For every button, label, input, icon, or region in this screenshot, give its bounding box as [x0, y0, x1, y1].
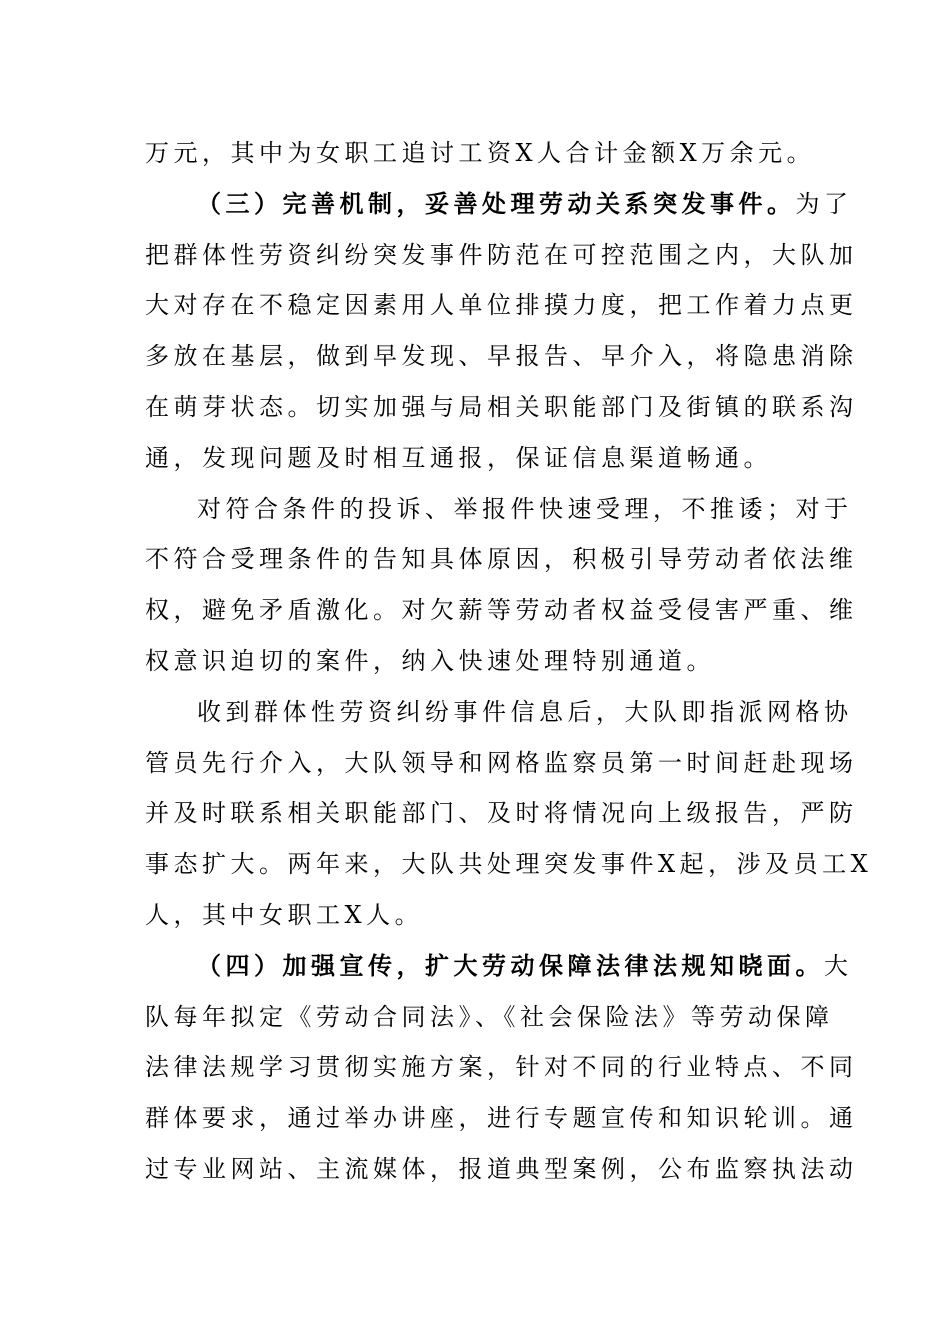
- text-line: [145, 1042, 858, 1093]
- body-text: 群体要求，通过举办讲座，进行专题宣传和知识轮训。通: [145, 1104, 858, 1133]
- body-text: 权意识迫切的案件，纳入快速处理特别通道。: [145, 646, 715, 675]
- section-heading: （三）完善机制，妥善处理劳动关系突发事件。: [197, 188, 796, 218]
- body-text: 并及时联系相关职能部门、及时将情况向上级报告，严防: [145, 799, 858, 828]
- text-line: [145, 128, 816, 179]
- body-text: 对符合条件的投诉、举报件快速受理，不推诿；对于: [197, 494, 853, 523]
- text-line: [145, 382, 858, 433]
- body-text: 事态扩大。两年来，大队共处理突发事件X起，涉及员工X: [145, 850, 873, 879]
- body-text: 权，避免矛盾激化。对欠薪等劳动者权益受侵害严重、维: [145, 596, 858, 625]
- body-text: 收到群体性劳资纠纷事件信息后，大队即指派网格协: [197, 697, 853, 726]
- document-body: [145, 128, 873, 1195]
- body-text: 管员先行介入，大队领导和网格监察员第一时间赶赴现场: [145, 748, 858, 777]
- text-line: [145, 534, 858, 585]
- body-text: 在萌芽状态。切实加强与局相关职能部门及街镇的联系沟: [145, 392, 858, 421]
- text-line: [145, 484, 853, 535]
- body-text: 万元，其中为女职工追讨工资X人合计金额X万余元。: [145, 139, 816, 167]
- body-text: 把群体性劳资纠纷突发事件防范在可控范围之内，大队加: [145, 240, 858, 269]
- body-text: 通，发现问题及时相互通报，保证信息渠道畅通。: [145, 443, 772, 472]
- text-line: [145, 687, 853, 738]
- text-line: [145, 230, 858, 281]
- body-text: 为了: [795, 189, 853, 218]
- text-line: [145, 738, 858, 789]
- section-heading: （四）加强宣传，扩大劳动保障法律法规知晓面。: [197, 950, 824, 980]
- body-text: 过专业网站、主流媒体，报道典型案例，公布监察执法动: [145, 1154, 858, 1183]
- body-text: 人，其中女职工X人。: [145, 900, 424, 929]
- text-line: [145, 585, 858, 636]
- text-line: [145, 788, 858, 839]
- text-line: [145, 1144, 858, 1195]
- body-text: 多放在基层，做到早发现、早报告、早介入，将隐患消除: [145, 342, 858, 371]
- text-line: [145, 839, 873, 890]
- text-line: [145, 433, 805, 484]
- body-text: 队每年拟定《劳动合同法》、《社会保险法》等劳动保障: [145, 1002, 834, 1031]
- text-line: [145, 890, 805, 941]
- text-line: [145, 941, 853, 992]
- body-text: 法律法规学习贯彻实施方案，针对不同的行业特点、不同: [145, 1053, 858, 1082]
- text-line: [145, 280, 858, 331]
- text-line: [145, 179, 853, 230]
- text-line: [145, 636, 805, 687]
- body-text: 大: [824, 951, 853, 980]
- body-text: 大对存在不稳定因素用人单位排摸力度，把工作着力点更: [145, 291, 858, 320]
- text-line: [145, 1093, 858, 1144]
- text-line: [145, 992, 834, 1043]
- body-text: 不符合受理条件的告知具体原因，积极引导劳动者依法维: [145, 545, 858, 574]
- text-line: [145, 331, 858, 382]
